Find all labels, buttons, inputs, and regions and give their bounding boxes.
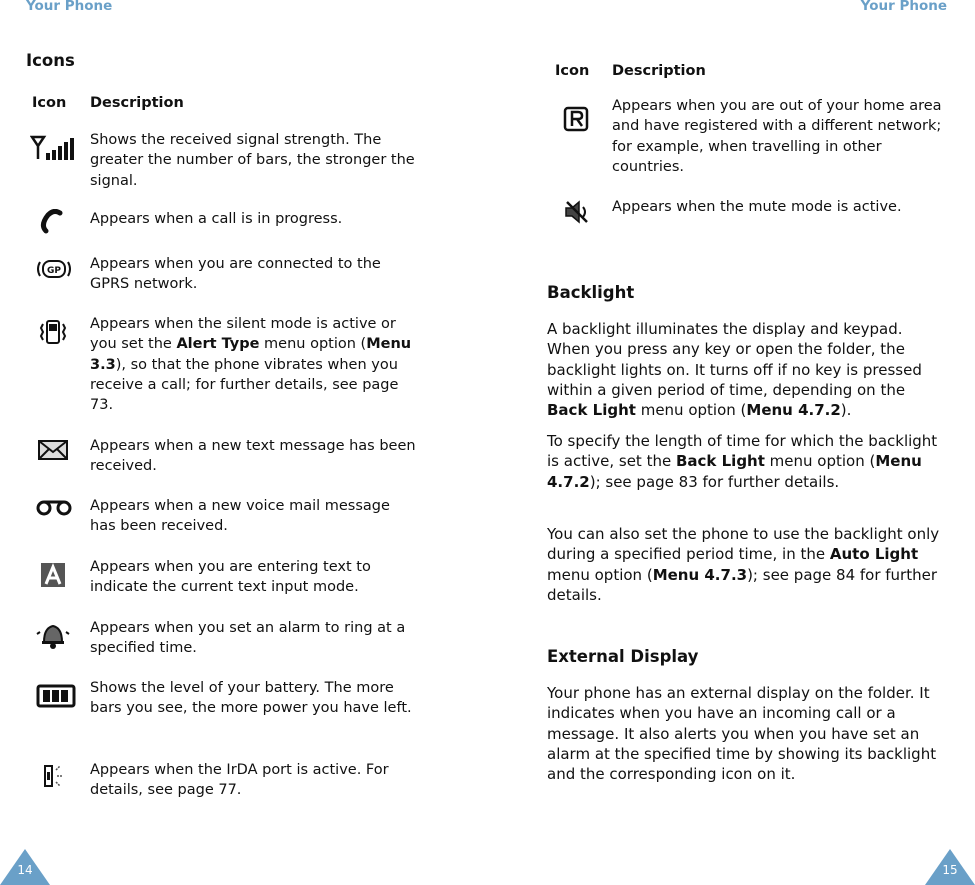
- page-number: 15: [942, 863, 958, 877]
- signal-strength-icon: [30, 134, 78, 160]
- text-input-icon: [36, 561, 70, 589]
- icon-description: Shows the level of your battery. The more bars you see, the more power you have left.: [90, 680, 412, 717]
- external-display-paragraph: Your phone has an external display on the folder. It indicates when you have an incoming call or a message. It also alerts you when you have set an alarm at the specified time by showing its backlight and the corresponding icon on it.: [547, 684, 937, 784]
- icon-description: Appears when the silent mode is active or you set the Alert Type menu option (Menu 3.3), so that the phone vibrates when you receive a call; for further details, see page 73.: [90, 316, 412, 414]
- icon-row: [487, 197, 975, 227]
- voicemail-icon: [36, 498, 72, 518]
- left-page: [0, 0, 487, 885]
- right-page: [487, 0, 975, 885]
- column-header-icon: Icon: [555, 63, 590, 79]
- icon-row: [487, 96, 975, 180]
- section-title-backlight: Backlight: [547, 283, 635, 302]
- running-header: Your Phone: [26, 0, 113, 14]
- backlight-paragraph-3: You can also set the phone to use the backlight only during a specified period time, in the Auto Light menu option (Menu 4.7.3); see page 84 for further details.: [547, 525, 940, 604]
- icon-row: [0, 254, 487, 296]
- page-number-tab: [0, 843, 50, 885]
- icon-row: [0, 496, 487, 538]
- icon-row: [0, 678, 487, 740]
- icon-description: Appears when the IrDA port is active. For details, see page 77.: [90, 762, 389, 799]
- section-title-icons: Icons: [26, 51, 75, 70]
- section-title-external-display: External Display: [547, 647, 699, 666]
- icon-description: Shows the received signal strength. The greater the number of bars, the stronger the signal.: [90, 132, 415, 189]
- icon-description: Appears when a new voice mail message has been received.: [90, 498, 390, 535]
- page-number: 14: [17, 863, 33, 877]
- icon-description: Appears when a new text message has been received.: [90, 438, 416, 475]
- gprs-icon: [36, 258, 72, 282]
- page-number-tab: [925, 843, 975, 885]
- icon-description: Appears when a call is in progress.: [90, 211, 343, 227]
- vibrate-icon: [36, 318, 70, 346]
- icon-description: Appears when the mute mode is active.: [612, 199, 902, 215]
- irda-icon: [36, 762, 70, 790]
- icon-row: [0, 209, 487, 239]
- icon-description: Appears when you are connected to the GPRS network.: [90, 256, 381, 293]
- icon-description: Appears when you set an alarm to ring at a specified time.: [90, 620, 406, 657]
- backlight-paragraph-2: To specify the length of time for which the backlight is active, set the Back Light menu option (Menu 4.7.2); see page 83 for further details.: [547, 432, 938, 491]
- icon-row: [0, 130, 487, 192]
- roaming-icon: [563, 106, 589, 132]
- battery-icon: [36, 684, 76, 708]
- icon-row: [0, 436, 487, 478]
- running-header: Your Phone: [860, 0, 947, 14]
- icon-description: Appears when you are entering text to indicate the current text input mode.: [90, 559, 371, 596]
- icon-row: [0, 557, 487, 599]
- column-header-description: Description: [612, 63, 706, 79]
- icon-row: [0, 760, 487, 802]
- alarm-bell-icon: [36, 622, 70, 650]
- icon-description: Appears when you are out of your home area and have registered with a different network; for example, when travelling in other countries.: [612, 98, 942, 175]
- icon-row: [0, 618, 487, 660]
- envelope-icon: [36, 438, 70, 462]
- icon-row: [0, 314, 487, 418]
- backlight-paragraph-1: A backlight illuminates the display and keypad. When you press any key or open the folder, the backlight lights on. It turns off if no key is pressed within a given period of time, depending on the Back Light menu option (Menu 4.7.2).: [547, 320, 922, 420]
- column-header-description: Description: [90, 95, 184, 111]
- mute-icon: [563, 199, 591, 225]
- column-header-icon: Icon: [32, 95, 67, 111]
- call-in-progress-icon: [36, 209, 70, 235]
- svg-text:GP: GP: [47, 266, 61, 276]
